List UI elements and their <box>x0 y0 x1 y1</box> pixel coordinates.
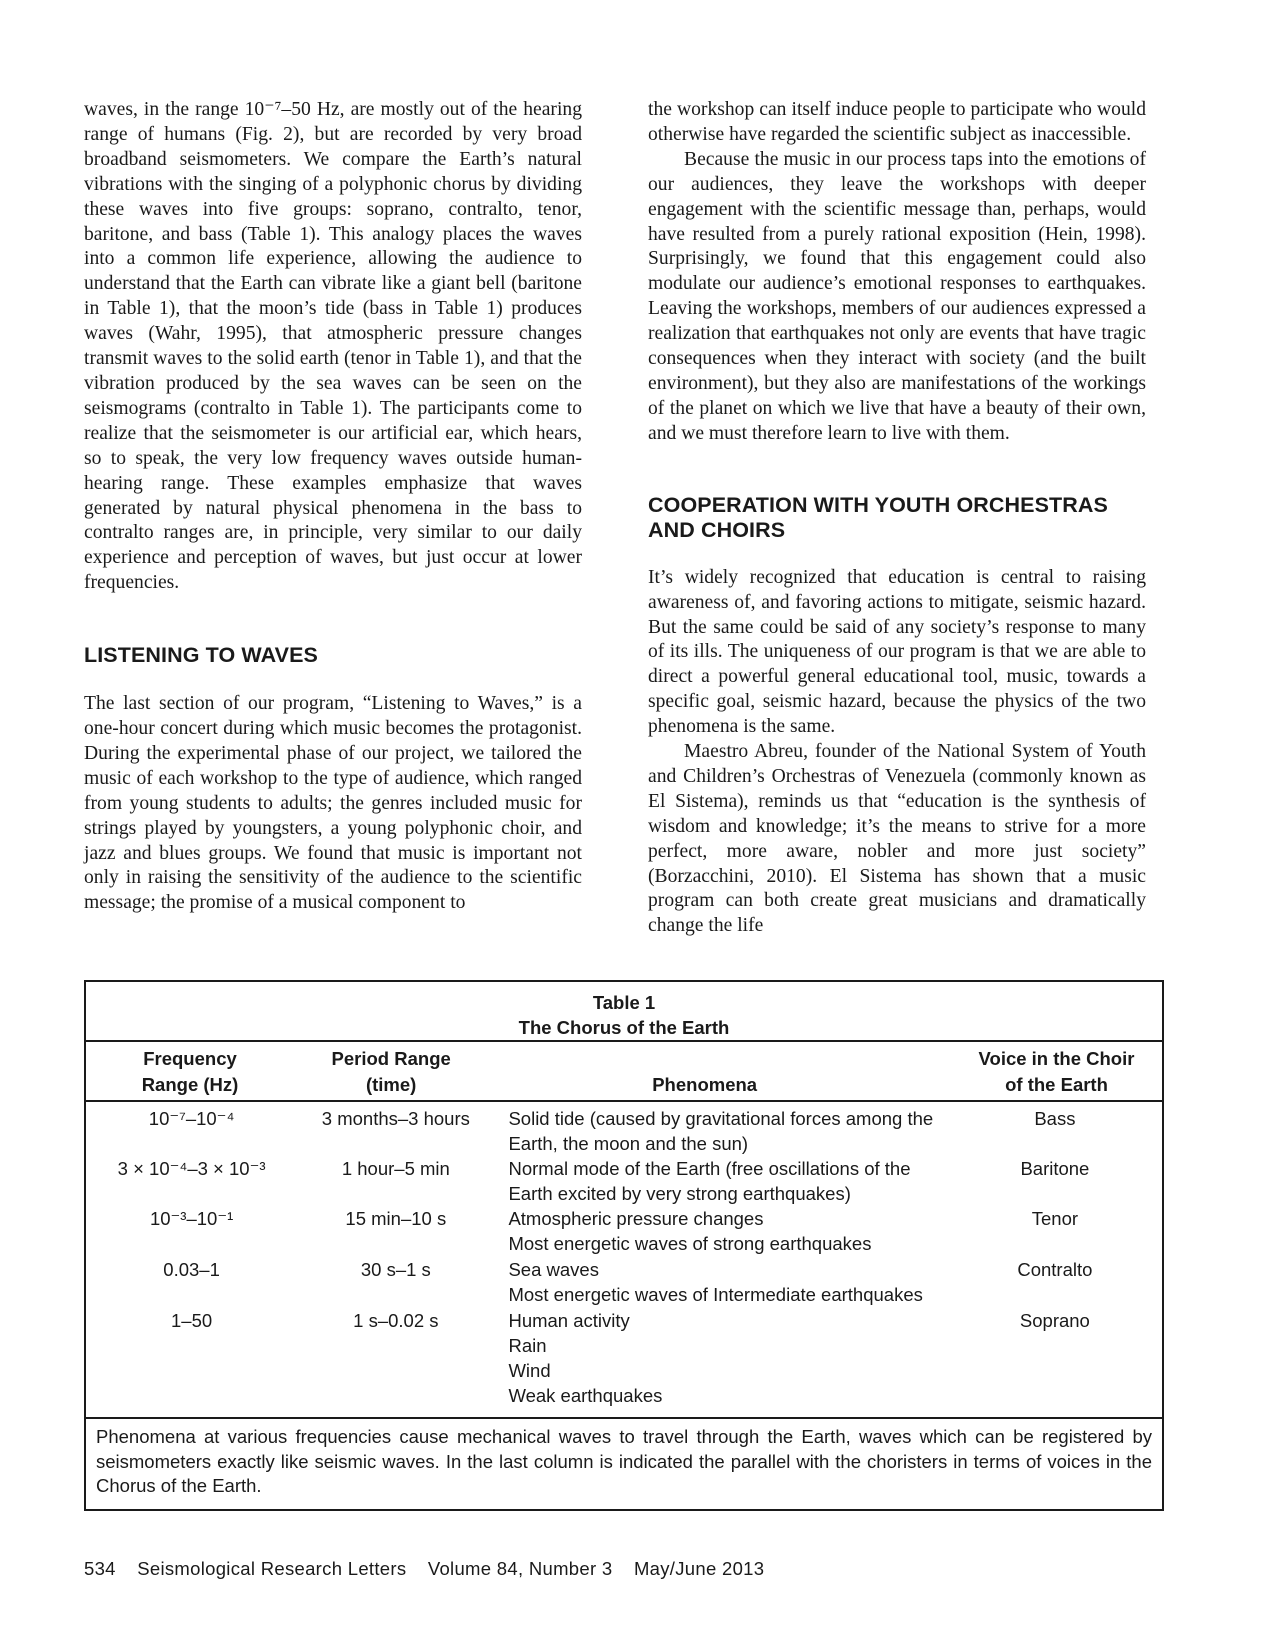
table-header-row <box>86 1042 1162 1100</box>
phenomenon-item: Human activity <box>508 1310 630 1331</box>
header-text: Period Range <box>331 1048 451 1069</box>
body-paragraph: the workshop can itself induce people to participate who would otherwise have regarded the scientific subject as inaccessible. <box>648 99 1146 145</box>
cell-frequency: 10⁻⁷–10⁻⁴ <box>148 1108 235 1129</box>
phenomenon-item: Atmospheric pressure changes <box>508 1208 764 1229</box>
cell-phenomena <box>494 1156 947 1206</box>
cell-period: 15 min–10 s <box>345 1208 447 1229</box>
cell-voice: Soprano <box>1019 1310 1090 1331</box>
table-label: Table 1 <box>592 992 656 1013</box>
section-heading-listening: LISTENING TO WAVES <box>84 643 318 668</box>
cell-voice: Contralto <box>1017 1259 1093 1280</box>
table-1 <box>84 980 1164 1511</box>
cell-voice: Baritone <box>1020 1158 1090 1179</box>
left-column <box>84 98 582 916</box>
issue-date: May/June 2013 <box>633 1558 765 1579</box>
table-row <box>86 1206 1162 1257</box>
heading-line: COOPERATION WITH YOUTH ORCHESTRAS <box>648 492 1108 517</box>
phenomenon-item: Rain <box>508 1335 547 1356</box>
cell-period: 30 s–1 s <box>360 1259 431 1280</box>
phenomenon-item: Solid tide (caused by gravitational forces among the Earth, the moon and the sun) <box>508 1108 934 1154</box>
phenomenon-item: Wind <box>508 1360 551 1381</box>
page-number: 534 <box>84 1558 116 1579</box>
cell-period: 3 months–3 hours <box>321 1108 470 1129</box>
volume-issue: Volume 84, Number 3 <box>427 1558 613 1579</box>
body-paragraph: Because the music in our process taps into the emotions of our audiences, they leave the workshops with deeper engagement with the scientific message than, perhaps, would have resulted from a purely rational exposition (Hein, 1998). Surprisingly, we found that this engagement could also modulate our audience’s emotional responses to earthquakes. Leaving the workshops, members of our audiences expressed a realization that earthquakes not only are events that have tragic consequences when they interact with society (and the built environment), but they also are manifestations of the workings of the planet on which we live that have a beauty of their own, and we must therefore learn to live with them. <box>648 148 1146 444</box>
cell-frequency: 1–50 <box>171 1310 213 1331</box>
cell-phenomena <box>494 1257 947 1308</box>
cell-phenomena <box>494 1206 947 1257</box>
header-text: (time) <box>365 1074 417 1095</box>
right-column <box>648 98 1146 939</box>
header-text: Range (Hz) <box>141 1074 239 1095</box>
table-row <box>86 1257 1162 1308</box>
header-period <box>294 1046 488 1098</box>
page-footer <box>84 1558 780 1580</box>
cell-frequency: 0.03–1 <box>163 1259 220 1280</box>
header-text: of the Earth <box>1005 1074 1108 1095</box>
table-caption <box>86 982 1162 1040</box>
section-heading-cooperation <box>648 493 1146 543</box>
header-text: Phenomena <box>652 1074 758 1095</box>
table-row <box>86 1308 1162 1408</box>
header-voice <box>951 1046 1162 1098</box>
cell-voice: Tenor <box>1031 1208 1079 1229</box>
phenomenon-item: Most energetic waves of Intermediate earthquakes <box>508 1284 923 1305</box>
heading-line: AND CHOIRS <box>648 517 786 542</box>
cell-phenomena <box>494 1106 947 1156</box>
table-body <box>86 1102 1162 1417</box>
table-title: The Chorus of the Earth <box>518 1017 730 1038</box>
table-row <box>86 1156 1162 1206</box>
table-row <box>86 1106 1162 1156</box>
body-paragraph: Maestro Abreu, founder of the National System of Youth and Children’s Orchestras of Venezuela (commonly known as El Sistema), reminds us that “education is the synthesis of wisdom and knowledge; it’s the means to strive for a more perfect, more aware, nobler and more just society” (Borzacchini, 2010). El Sistema has shown that a music program can both create great musicians and dramatically change the life <box>648 741 1146 937</box>
cell-voice: Bass <box>1034 1108 1076 1129</box>
cell-phenomena <box>494 1308 947 1408</box>
journal-name: Seismological Research Letters <box>137 1558 407 1579</box>
cell-frequency: 10⁻³–10⁻¹ <box>149 1208 234 1229</box>
cell-period: 1 s–0.02 s <box>353 1310 439 1331</box>
phenomenon-item: Normal mode of the Earth (free oscillations of the Earth excited by very strong earthquakes) <box>508 1158 911 1204</box>
header-text: Frequency <box>143 1048 237 1069</box>
phenomenon-item: Sea waves <box>508 1259 599 1280</box>
cell-frequency: 3 × 10⁻⁴–3 × 10⁻³ <box>117 1158 266 1179</box>
body-paragraph: It’s widely recognized that education is central to raising awareness of, and favoring actions to mitigate, seismic hazard. But the same could be said of any society’s response to many of its ills. The uniqueness of our program is that we are able to direct a powerful general educational tool, music, towards a specific goal, seismic hazard, because the physics of the two phenomena is the same. <box>648 566 1146 738</box>
body-paragraph: waves, in the range 10⁻⁷–50 Hz, are mostly out of the hearing range of humans (Fig. 2), but are recorded by very broad broadband seismometers. We compare the Earth’s natural vibrations with the singing of a polyphonic chorus by dividing these waves into five groups: soprano, contralto, tenor, baritone, and bass (Table 1). This analogy places the waves into a common life experience, allowing the audience to understand that the Earth can vibrate like a giant bell (baritone in Table 1), that the moon’s tide (bass in Table 1) produces waves (Wahr, 1995), that atmospheric pressure changes transmit waves to the solid earth (tenor in Table 1), and that the vibration produced by the sea waves can be seen on the seismograms (contralto in Table 1). The participants come to realize that the seismometer is our artificial ear, which hears, so to speak, the very low frequency waves outside human-hearing range. These examples emphasize that waves generated by natural physical phenomena in the bass to contralto ranges are, in principle, very similar to our daily experience and perception of waves, but just occur at lower frequencies. <box>84 99 582 594</box>
body-paragraph: The last section of our program, “Listening to Waves,” is a one-hour concert during which music becomes the protagonist. During the experimental phase of our project, we tailored the music of each workshop to the type of audience, which ranged from young students to adults; the genres included music for strings played by youngsters, a young polyphonic choir, and jazz and blues groups. We found that music is important not only in raising the sensitivity of the audience to the scientific message; the promise of a musical component to <box>84 693 582 914</box>
header-phenomena <box>488 1072 951 1098</box>
header-text: Voice in the Choir <box>978 1048 1135 1069</box>
phenomenon-item: Most energetic waves of strong earthquakes <box>508 1233 872 1254</box>
header-frequency <box>86 1046 294 1098</box>
phenomenon-item: Weak earthquakes <box>508 1385 663 1406</box>
table-footnote: Phenomena at various frequencies cause mechanical waves to travel through the Earth, waves which can be registered by seismometers exactly like seismic waves. In the last column is indicated the parallel with the choristers in terms of voices in the Chorus of the Earth. <box>96 1426 1152 1496</box>
cell-period: 1 hour–5 min <box>341 1158 450 1179</box>
